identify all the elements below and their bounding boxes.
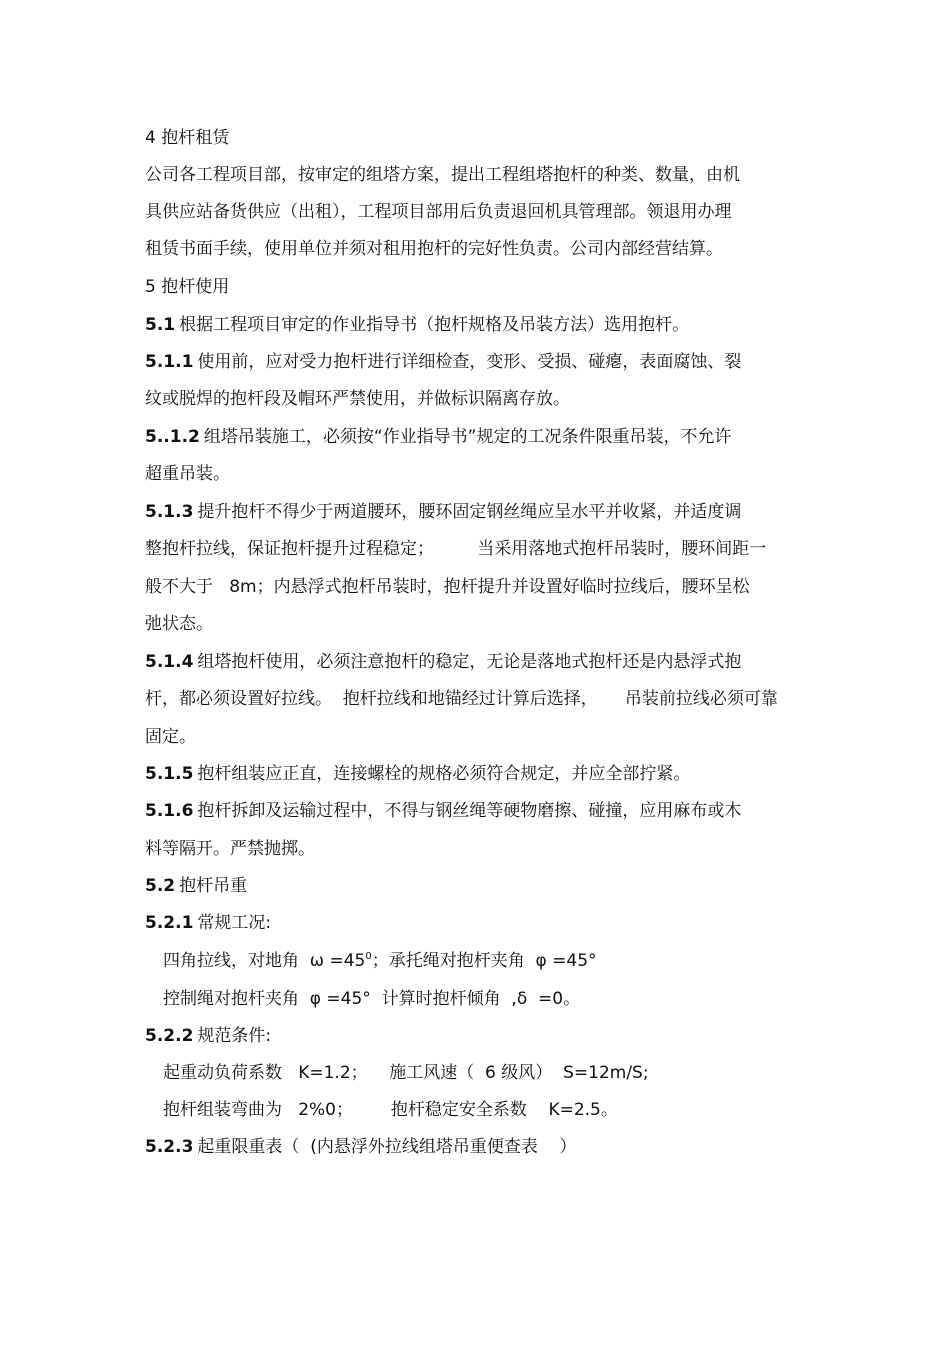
clause-5-1-3	[145, 501, 741, 523]
clause-number: 5.1.5	[145, 764, 194, 784]
clause-number: 5.1.6	[145, 801, 194, 821]
condition-text: 四角拉线，对地角 ω =45	[163, 951, 366, 971]
clause-5-1-1	[145, 351, 741, 373]
clause-text: 抱杆吊重	[179, 876, 248, 896]
clause-number: 5.1.3	[145, 502, 194, 522]
clause-number: 5.2.3	[145, 1137, 194, 1157]
clause-5-1-2	[145, 426, 732, 448]
clause-text: 起重限重表（ (内悬浮外拉线组塔吊重便查表 ）	[197, 1137, 577, 1157]
clause-5-1-6	[145, 800, 741, 822]
clause-text: 组塔吊装施工，必须按“作业指导书”规定的工况条件限重吊装，不允许	[203, 427, 732, 447]
clause-text-cont: 纹或脱焊的抱杆段及帽环严禁使用，并做标识隔离存放。	[145, 389, 570, 409]
condition-text: ；承托绳对抱杆夹角 φ =45°	[371, 951, 597, 971]
clause-number: 5.2.1	[145, 913, 194, 933]
condition-line: 起重动负荷系数 K=1.2； 施工风速（ 6 级风） S=12m/S;	[163, 1063, 649, 1083]
clause-5-2-1	[145, 912, 271, 934]
clause-5-2-2	[145, 1025, 271, 1047]
heading-section-5: 5 抱杆使用	[145, 277, 230, 297]
condition-line	[163, 950, 597, 972]
heading-section-4: 4 抱杆租赁	[145, 128, 230, 148]
clause-text: 使用前，应对受力抱杆进行详细检查，变形、受损、碰瘪，表面腐蚀、裂	[197, 352, 742, 372]
clause-5-1-5	[145, 763, 690, 785]
clause-text: 提升抱杆不得少于两道腰环，腰环固定钢丝绳应呈水平并收紧，并适度调	[197, 502, 742, 522]
clause-text: 规范条件:	[197, 1026, 272, 1046]
clause-number: 5.2	[145, 876, 176, 896]
condition-line: 抱杆组装弯曲为 2%0； 抱杆稳定安全系数 K=2.5。	[163, 1100, 618, 1120]
clause-text-cont: 弛状态。	[145, 614, 213, 634]
clause-5-2-3	[145, 1136, 576, 1158]
clause-text: 根据工程项目审定的作业指导书（抱杆规格及吊装方法）选用抱杆。	[179, 315, 690, 335]
clause-text: 抱杆拆卸及运输过程中，不得与钢丝绳等硬物磨擦、碰撞，应用麻布或木	[197, 801, 742, 821]
clause-text-cont: 料等隔开。严禁抛掷。	[145, 839, 315, 859]
clause-text-cont: 超重吊装。	[145, 464, 230, 484]
clause-text: 组塔抱杆使用，必须注意抱杆的稳定，无论是落地式抱杆还是内悬浮式抱	[197, 652, 742, 672]
para-line: 具供应站备货供应（出租），工程项目部用后负责退回机具管理部。领退用办理	[145, 202, 732, 222]
clause-text-cont: 固定。	[145, 727, 196, 747]
clause-text: 常规工况:	[197, 913, 272, 933]
para-line: 公司各工程项目部，按审定的组塔方案，提出工程组塔抱杆的种类、数量，由机	[145, 165, 740, 185]
clause-number: 5.2.2	[145, 1026, 194, 1046]
clause-5-1	[145, 314, 689, 336]
clause-text: 抱杆组装应正直，连接螺栓的规格必须符合规定，并应全部拧紧。	[197, 764, 691, 784]
clause-number: 5.1	[145, 315, 176, 335]
condition-line: 控制绳对抱杆夹角 φ =45° 计算时抱杆倾角 ,δ =0。	[163, 989, 581, 1009]
clause-5-2	[145, 875, 247, 897]
clause-text-cont: 整抱杆拉线，保证抱杆提升过程稳定； 当采用落地式抱杆吊装时，腰环间距一	[145, 539, 767, 559]
clause-number: 5.1.1	[145, 352, 194, 372]
clause-number: 5.1.4	[145, 652, 194, 672]
superscript: 0	[365, 951, 372, 962]
clause-text-cont: 杆，都必须设置好拉线。 抱杆拉线和地锚经过计算后选择， 吊装前拉线必须可靠	[145, 689, 778, 709]
clause-text-cont: 般不大于 8m；内悬浮式抱杆吊装时，抱杆提升并设置好临时拉线后，腰环呈松	[145, 577, 750, 597]
clause-5-1-4	[145, 651, 741, 673]
para-line: 租赁书面手续，使用单位并须对租用抱杆的完好性负责。公司内部经营结算。	[145, 239, 723, 259]
clause-number: 5..1.2	[145, 427, 200, 447]
